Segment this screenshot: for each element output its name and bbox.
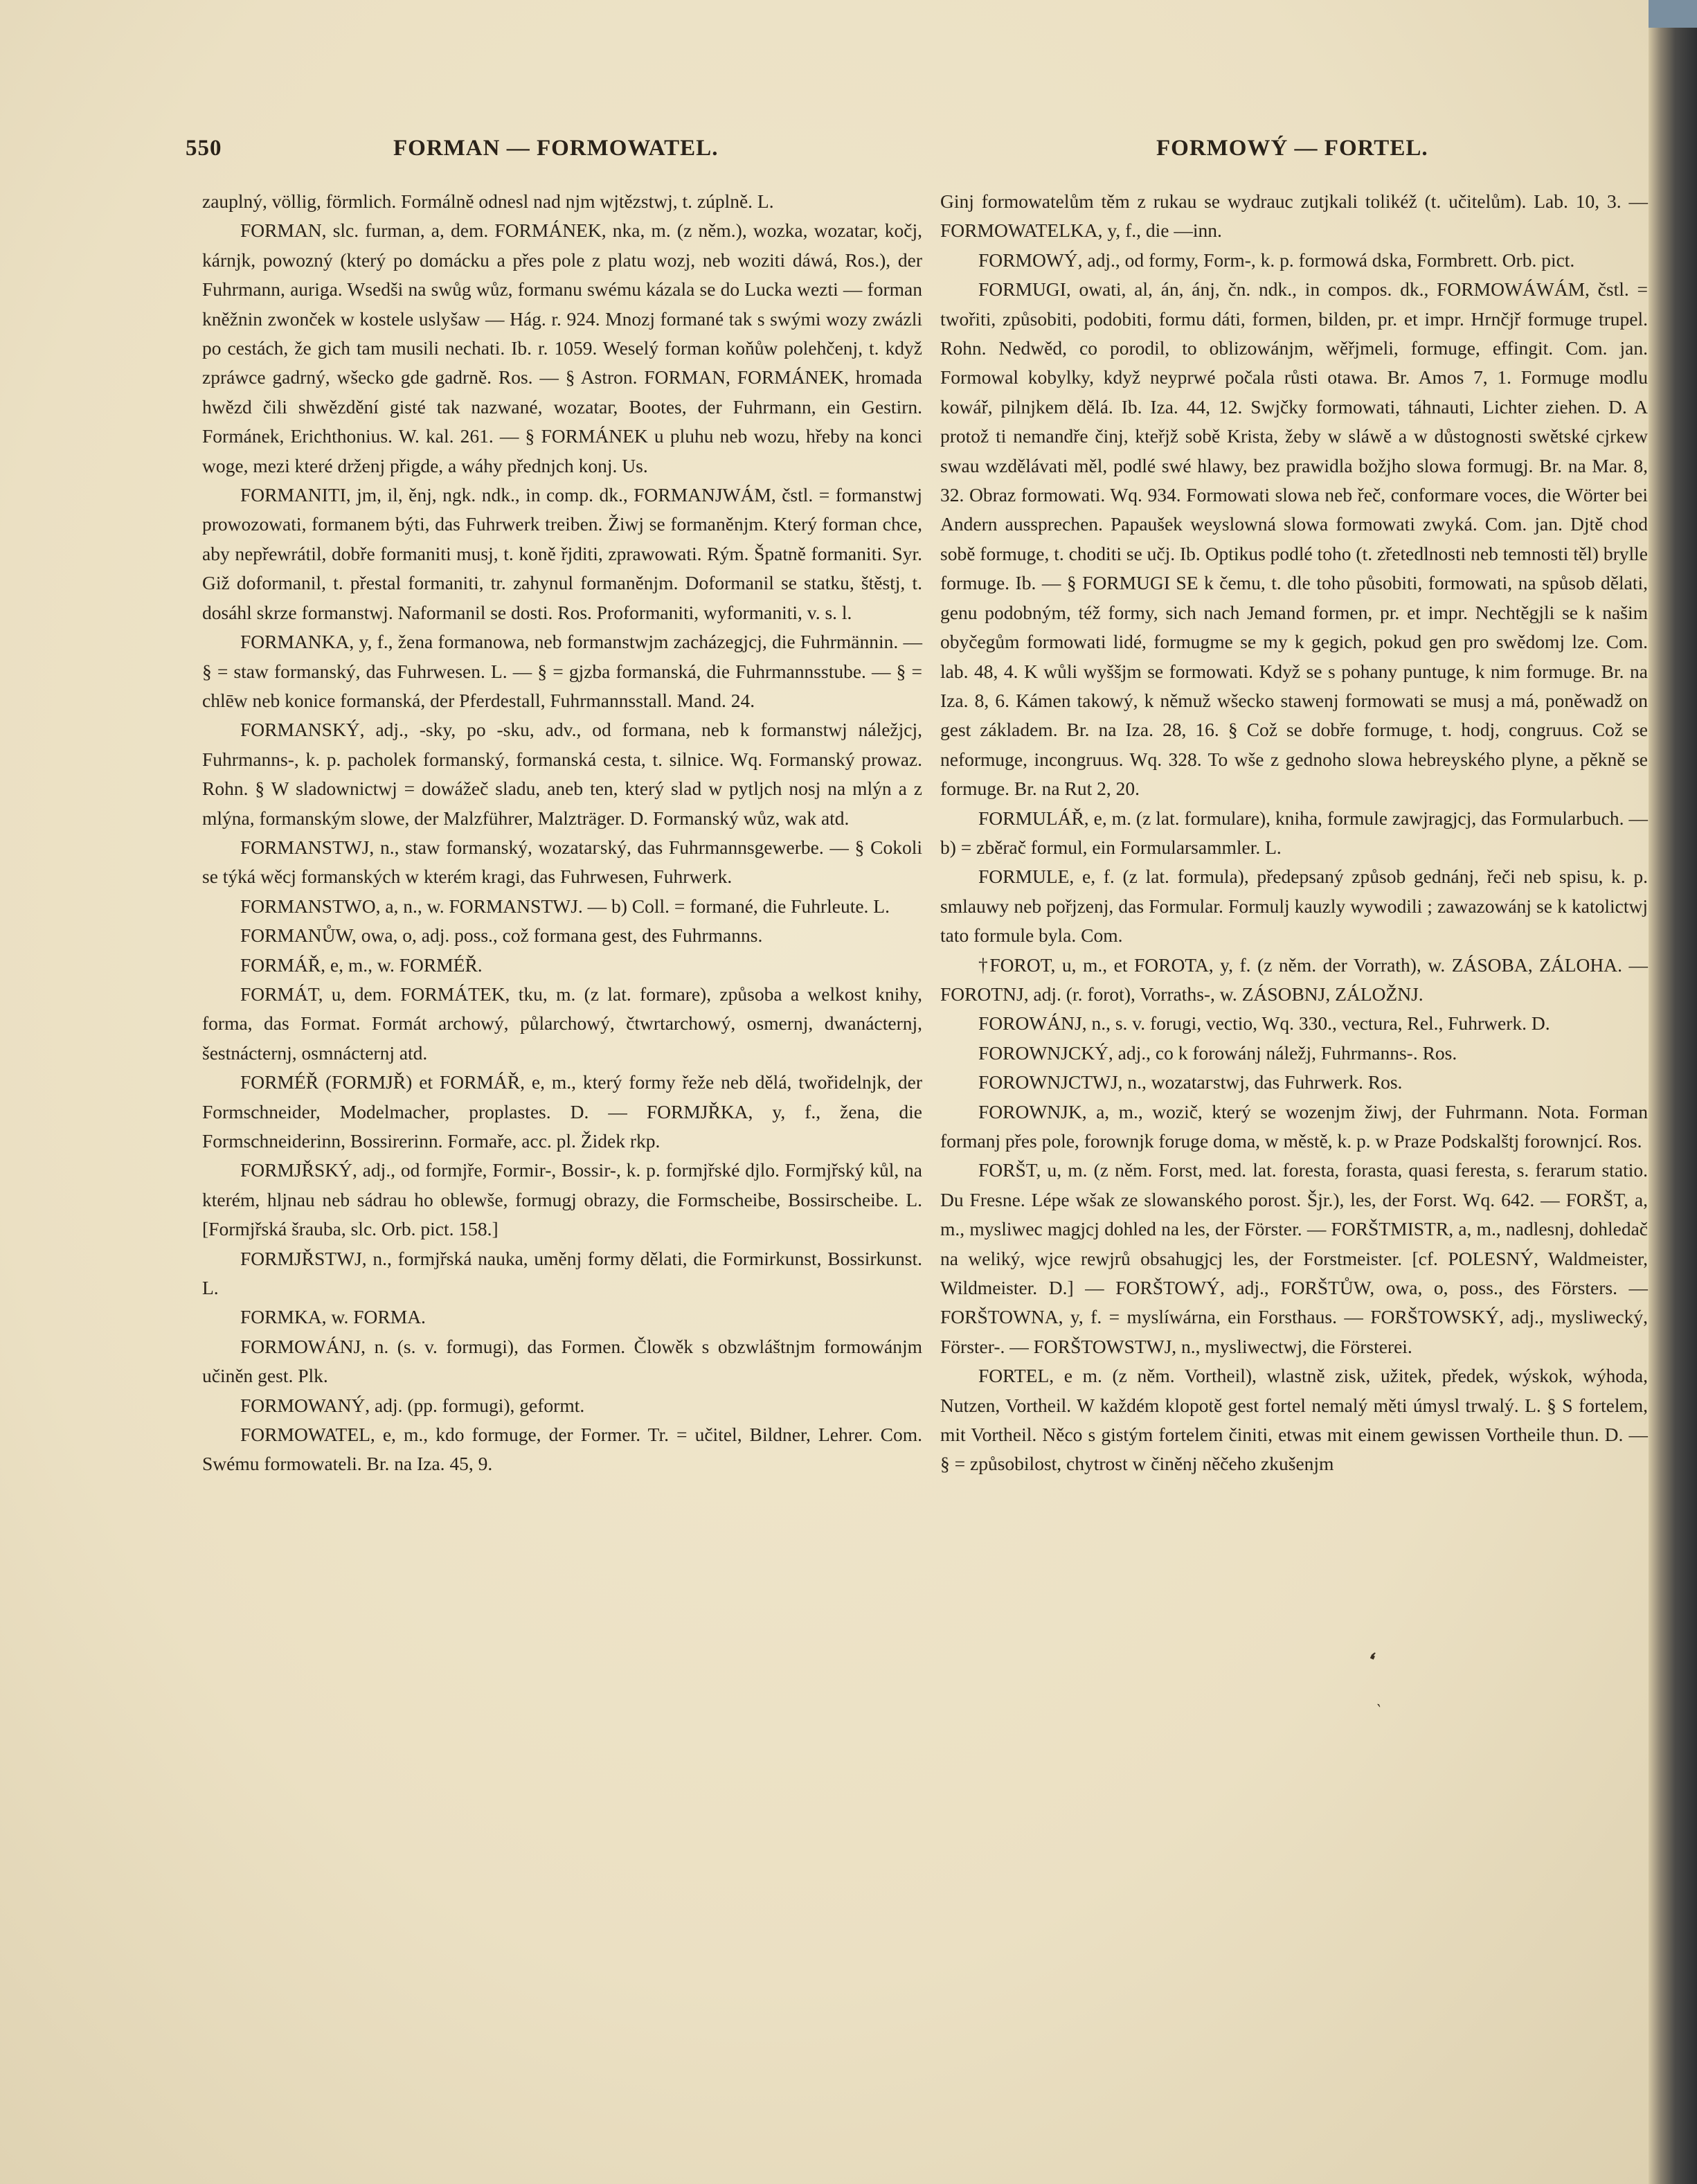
dictionary-entry: FORMJŘSTWJ, n., formjřská nauka, uměnj formy dělati, die Formirkunst, Bossirkunst. L. xyxy=(202,1247,922,1299)
dictionary-entry: FORMANKA, y, f., žena formanowa, neb formanstwjm zacházegjcj, die Fuhrmännin. — § = staw formanský, das Fuhrwesen. L. — § = gjzba formanská, die Fuhrmannsstube. — § = chlēw neb konice formanská, der Pferdestall, Fuhrmannsstall. Mand. 24. xyxy=(202,631,922,711)
dictionary-entry: FOROWNJK, a, m., wozič, který se wozenjm žiwj, der Fuhrmann. Nota. Forman formanj přes pole, forownjk foruge doma, w městě, k. p. w Praze Podskalštj forownjcí. Ros. xyxy=(940,1100,1648,1152)
dictionary-entry: Ginj formowatelům těm z rukau se wydrauc zutjkali tolikéž (t. učitelům). Lab. 10, 3. — FORMOWATELKA, y, f., die —inn. xyxy=(940,190,1648,242)
dictionary-entry: FORMOWÝ, adj., od formy, Form-, k. p. formowá dska, Formbrett. Orb. pict. xyxy=(978,249,1575,271)
running-header xyxy=(186,136,1633,170)
ink-mark: ˏ xyxy=(1375,1689,1386,1708)
dictionary-entry: FORMUGI, owati, al, án, ánj, čn. ndk., in compos. dk., FORMOWÁWÁM, čstl. = twořiti, způsobiti, podobiti, formu dáti, formen, bilden, pr. et impr. Hrnčjř formuge trupel. Rohn. Nedwěd, co porodil, to oblizowánjm, wěřjmeli, formuge, effingit. Com. jan. Formowal kobylky, když neyprwé počala růsti otawa. Br. Amos 7, 1. Formuge modlu kowář, pilnjkem dělá. Ib. Iza. 44, 12. Swjčky formowati, táhnauti, Lichter ziehen. D. A protož ti nemandře činj, kteřjž sobě Krista, žeby w sláwě a w důstognosti swětské cjrkew swau wzdělávati měl, podlé swé hlawy, bez prawidla božjho slowa formugj. Br. na Mar. 8, 32. Obraz formowati. Wq. 934. Formowati slowa neb řeč, conformare voces, die Wörter bei Andern aussprechen. Papaušek weyslowná slowa formowati zwyká. Com. jan. Djtě chod sobě formuge, t. choditi se učj. Ib. Optikus podlé toho (t. zřetedlnosti neb temnosti těl) brylle formuge. Ib. — § FORMUGI SE k čemu, t. dle toho působiti, formowati, na spůsob dělati, genu podobným, též formy, sich nach Jemand formen, pr. et impr. Nechtěgjli se k našim obyčegům formowati lidé, formugme se my k gegich, pokud gen pro swědomj lze. Com. lab. 48, 4. K wůli wyššjm se formowati. Když se s pohany puntuge, k nim formuge. Br. na Iza. 8, 6. Kámen takowý, k němuž wšecko stawenj formowati se musj a má, poněwadž on gest základem. Br. na Iza. 28, 16. § Což se dobře formuge, t. hodj, congruus. Což se neformuge, incongruus. Wq. 328. To wše z gednoho slowa hebreyského plyne, a pěkně se formuge. Br. na Rut 2, 20. xyxy=(940,278,1648,800)
right-column xyxy=(940,187,1648,1479)
dictionary-entry: FOROWÁNJ, n., s. v. forugi, vectio, Wq. 330., vectura, Rel., Fuhrwerk. D. xyxy=(978,1012,1550,1035)
dictionary-entry: FORMULÁŘ, e, m. (z lat. formulare), kniha, formule zawjragjcj, das Formularbuch. — b) = zběrač formul, ein Formularsammler. L. xyxy=(940,807,1648,858)
dictionary-entry: †FOROT, u, m., et FOROTA, y, f. (z něm. der Vorrath), w. ZÁSOBA, ZÁLOHA. — FOROTNJ, adj. (r. forot), Vorraths-, w. ZÁSOBNJ, ZÁLOŽNJ. xyxy=(940,954,1648,1005)
dictionary-entry: FOROWNJCTWJ, n., wozataгstwj, das Fuhrwerk. Ros. xyxy=(978,1071,1403,1093)
page-number: 550 xyxy=(186,136,222,161)
dictionary-entry: FORMÁT, u, dem. FORMÁTEK, tku, m. (z lat. formare), způsoba a welkost knihy, forma, das Format. Formát archowý, půlarchowý, čtwrtarchowý, osmernj, dwanácternj, šestnácternj, osmnácternj atd. xyxy=(202,983,922,1064)
dictionary-entry: FORMOWÁNJ, n. (s. v. formugi), das Formen. Člowěk s obzwláštnjm formowánjm učiněn gest. Plk. xyxy=(202,1335,922,1387)
dictionary-entry: FORMJŘSKÝ, adj., od formjře, Formir-, Bossir-, k. p. formjřské djlo. Formjřský kůl, na kterém, hljnau neb sádrau ho oblewše, formugj obrazy, die Formscheibe, Bossirscheibe. L. [Formjřská šrauba, slc. Orb. pict. 158.] xyxy=(202,1159,922,1240)
dictionary-entry: FORMANITI, jm, il, ěnj, ngk. ndk., in comp. dk., FORMANJWÁM, čstl. = formanstwj prowozowati, formanem býti, das Fuhrwerk treiben. Žiwj se formaněnjm. Který forman chce, aby nepřewrátil, dobře formaniti musj, t. koně řjditi, zprawowati. Rým. Špatně formaniti. Syr. Giž doformanil, t. přestal formaniti, tr. zahynul formaněnjm. Doformanil se statku, štěstj, t. dosáhl skrze formanstwj. Naformanil se dosti. Ros. Proformaniti, wyformaniti, v. s. l. xyxy=(202,484,922,623)
dictionary-entry: FORMKA, w. FORMA. xyxy=(240,1306,426,1328)
dictionary-entry: FORMANŮW, owa, o, adj. poss., což formana gest, des Fuhrmanns. xyxy=(240,924,763,947)
dictionary-entry: FORMULE, e, f. (z lat. formula), předepsaný způsob gednánj, řeči neb spisu, k. p. smlauwy neb pořjzenj, das Formular. Formulj kauzly wywodili ; zawazowánj se k katolictwj tato formule byla. Com. xyxy=(940,866,1648,947)
dictionary-entry: FORMOWATEL, e, m., kdo formuge, der Former. Tr. = učitel, Bildner, Lehrer. Com. Swému formowateli. Br. na Iza. 45, 9. xyxy=(202,1424,922,1475)
dictionary-entry: FORMANSTWJ, n., staw formanský, wozataгský, das Fuhrmannsgewerbe. — § Cokoli se týká wěcj formanských w kterém kragi, das Fuhrwesen, Fuhrwerk. xyxy=(202,836,922,888)
dictionary-entry: FORMAN, slc. furman, a, dem. FORMÁNEK, nka, m. (z něm.), wozka, wozataг, kočj, kárnjk, powozný (který po domácku a přes pole z platu wozj, neb woziti dáwá, Ros.), der Fuhrmann, auriga. Wsedši na swůg wůz, formanu swému kázala se do Lucka wezti — forman kněžnin zwonček w kostele uslyšaw — Hág. r. 924. Mnozj formané tak s swými wozy zwázli po cestách, že gich tam musili nechati. Ib. r. 1059. Weselý forman koňůw polehčenj, t. když zpráwce gadrný, wšecko gde gadrně. Ros. — § Astron. FORMAN, FORMÁNEK, hromada hwězd čili shwězdění gisté tak nazwané, wozataг, Bootes, der Fuhrmann, ein Gestirn. Formánek, Erichthonius. W. kal. 261. — § FORMÁNEK u pluhu neb wozu, hřeby na konci woge, mezi které drženj přigde, a wáhy přednjch konj. Us. xyxy=(202,220,922,476)
dictionary-entry: FORMANSTWO, a, n., w. FORMANSTWJ. — b) Coll. = formané, die Fuhrleute. L. xyxy=(240,895,890,917)
dictionary-entry: FOROWNJCKÝ, adj., co k forowánj náležj, Fuhrmanns-. Ros. xyxy=(978,1041,1457,1064)
spine-top-edge xyxy=(1649,0,1697,28)
dictionary-entry: FORŠT, u, m. (z něm. Forst, med. lat. foresta, forasta, quasi feresta, s. ferarum statio. Du Fresne. Lépe wšak ze slowanského porost. Šjr.), les, der Forst. Wq. 642. — FORŠT, a, m., mysliwec magjcj dohled na les, der Förster. — FORŠTMISTR, a, m., nadlesnj, dohledač na weliký, wjce rewjrů obsahugjcj les, der Forstmeister. [cf. POLESNÝ, Waldmeister, Wildmeister. D.] — FORŠTOWÝ, adj., FORŠTŮW, owa, o, poss., des Försters. — FORŠTOWNA, y, f. = myslíwárna, ein Forsthaus. — FORŠTOWSKÝ, adj., mysliwecký, Förster-. — FORŠTOWSTWJ, n., mysliwectwj, die Försterei. xyxy=(940,1159,1648,1357)
right-running-title: FORMOWÝ — FORTEL. xyxy=(1156,136,1428,161)
dictionary-entry: FORMANSKÝ, adj., -sky, po -sku, adv., od formana, neb k formanstwj náležjcj, Fuhrmanns-, k. p. pacholek formanský, formanská cesta, t. silnice. Wq. Formanský prowaz. Rohn. § W sladownictwj = dowážeč sladu, aneb ten, který slad w pytljch nosj na mlýn a z mlýna, formanským slowe, der Malzführer, Malzträger. D. Formanský wůz, wak atd. xyxy=(202,719,922,829)
ink-mark: ❛ xyxy=(1363,1648,1379,1672)
dictionary-entry: FORMOWANÝ, adj. (pp. formugi), geformt. xyxy=(240,1394,585,1416)
left-running-title: FORMAN — FORMOWATEL. xyxy=(393,136,719,161)
book-spine xyxy=(1649,0,1697,2184)
dictionary-entry: FORMÉŘ (FORMJŘ) et FORMÁŘ, e, m., který formy řeže neb dělá, twořidelnjk, der Formschneider, Modelmacher, proplastes. D. — FORMJŘKA, y, f., žena, die Formschneiderinn, Bossirerinn. Formaře, acc. pl. Židek rkp. xyxy=(202,1071,922,1152)
dictionary-entry: FORMÁŘ, e, m., w. FORMÉŘ. xyxy=(240,954,483,976)
dictionary-entry: FORTEL, e m. (z něm. Vortheil), wlastně zisk, užitek, předek, wýskok, wýhoda, Nutzen, Vortheil. W každém klopotě gest fortel nemalý měti úmysl trwalý. L. § S fortelem, mit Vortheil. Něco s gistým fortelem činiti, etwas mit einem gewissen Vortheile thun. D. — § = způsobilost, chytrost w činěnj něčeho zkušenjm xyxy=(940,1365,1648,1475)
dictionary-entry: zauplný, völlig, förmlich. Formálně odnesl nad njm wjtězstwj, t. zúplně. L. xyxy=(202,190,774,212)
left-column xyxy=(202,187,922,1479)
